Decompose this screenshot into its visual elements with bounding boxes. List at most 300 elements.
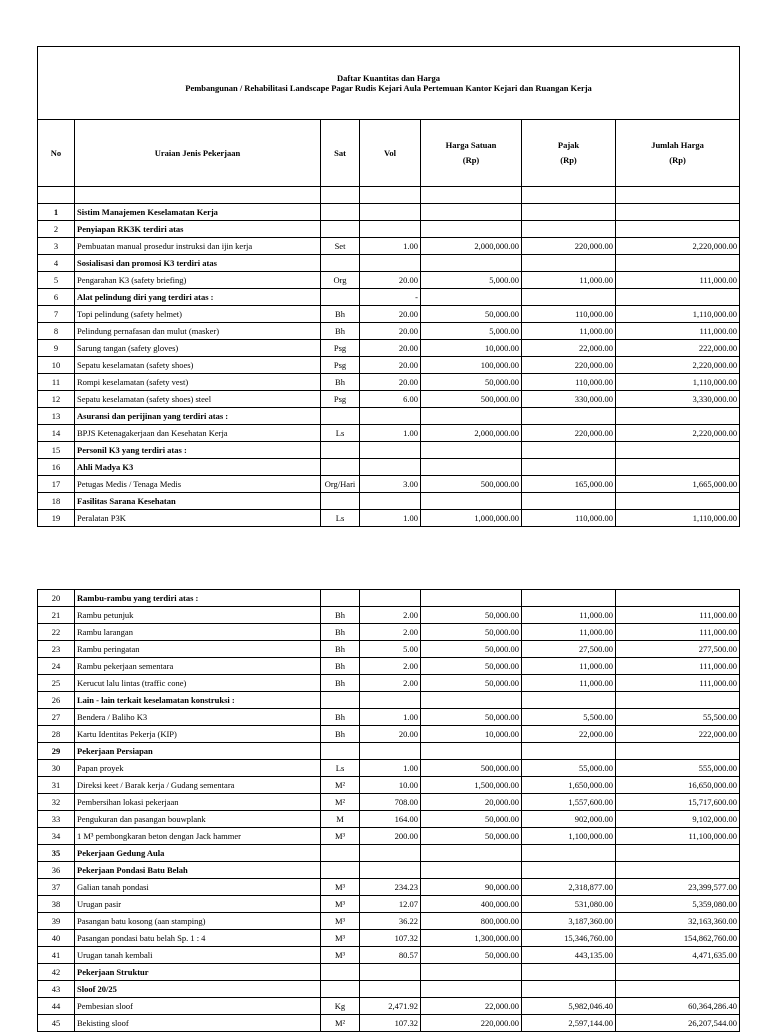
header-vol: Vol — [360, 120, 421, 187]
row-unit-price: 50,000.00 — [421, 624, 522, 641]
header-pajak-line2: (Rp) — [560, 155, 577, 165]
row-total: 2,220,000.00 — [616, 357, 740, 374]
row-description: Pekerjaan Struktur — [75, 964, 321, 981]
row-volume: 5.00 — [360, 641, 421, 658]
table-row — [38, 1015, 740, 1032]
row-description: Rambu peringatan — [75, 641, 321, 658]
row-no: 24 — [38, 658, 75, 675]
table-row — [38, 777, 740, 794]
row-no: 14 — [38, 425, 75, 442]
row-total — [616, 845, 740, 862]
table-row — [38, 510, 740, 527]
header-pajak — [522, 120, 616, 187]
row-description: 1 M³ pembongkaran beton dengan Jack hammer — [75, 828, 321, 845]
row-unit — [321, 692, 360, 709]
row-no: 2 — [38, 221, 75, 238]
row-volume: 2.00 — [360, 624, 421, 641]
row-volume: 20.00 — [360, 726, 421, 743]
row-volume: 20.00 — [360, 272, 421, 289]
row-total — [616, 408, 740, 425]
row-total: 154,862,760.00 — [616, 930, 740, 947]
row-total: 2,220,000.00 — [616, 238, 740, 255]
row-tax: 1,100,000.00 — [522, 828, 616, 845]
table-row — [38, 896, 740, 913]
row-no: 42 — [38, 964, 75, 981]
row-unit — [321, 964, 360, 981]
row-total: 3,330,000.00 — [616, 391, 740, 408]
row-unit: Bh — [321, 374, 360, 391]
row-description: Pekerjaan Persiapan — [75, 743, 321, 760]
table-row — [38, 238, 740, 255]
row-description: Pekerjaan Pondasi Batu Belah — [75, 862, 321, 879]
table-row — [38, 930, 740, 947]
row-tax — [522, 442, 616, 459]
row-unit-price: 10,000.00 — [421, 726, 522, 743]
row-volume: 234.23 — [360, 879, 421, 896]
row-unit-price: 90,000.00 — [421, 879, 522, 896]
row-no: 19 — [38, 510, 75, 527]
row-volume: 2.00 — [360, 607, 421, 624]
row-total: 9,102,000.00 — [616, 811, 740, 828]
row-unit-price: 50,000.00 — [421, 828, 522, 845]
table-row — [38, 323, 740, 340]
row-no: 22 — [38, 624, 75, 641]
row-volume: 2.00 — [360, 675, 421, 692]
row-tax: 443,135.00 — [522, 947, 616, 964]
row-description: Urugan pasir — [75, 896, 321, 913]
row-unit: Bh — [321, 726, 360, 743]
row-no: 30 — [38, 760, 75, 777]
header-harga-line1: Harga Satuan — [445, 140, 497, 150]
table-page-1 — [37, 46, 740, 527]
header-no: No — [38, 120, 75, 187]
row-tax: 3,187,360.00 — [522, 913, 616, 930]
row-no: 41 — [38, 947, 75, 964]
header-pajak-line1: Pajak — [557, 140, 580, 150]
table-row — [38, 255, 740, 272]
row-description: Sloof 20/25 — [75, 981, 321, 998]
row-no: 45 — [38, 1015, 75, 1032]
row-volume — [360, 964, 421, 981]
row-unit: Bh — [321, 675, 360, 692]
row-total: 2,220,000.00 — [616, 425, 740, 442]
row-total: 16,650,000.00 — [616, 777, 740, 794]
row-total: 1,110,000.00 — [616, 374, 740, 391]
row-no: 10 — [38, 357, 75, 374]
row-unit-price — [421, 289, 522, 306]
row-total: 15,717,600.00 — [616, 794, 740, 811]
row-unit-price: 22,000.00 — [421, 998, 522, 1015]
header-harga-line2: (Rp) — [462, 155, 480, 165]
row-unit: Ls — [321, 425, 360, 442]
row-no: 20 — [38, 590, 75, 607]
table-row — [38, 306, 740, 323]
row-no: 36 — [38, 862, 75, 879]
row-description: BPJS Ketenagakerjaan dan Kesehatan Kerja — [75, 425, 321, 442]
row-unit: Bh — [321, 306, 360, 323]
row-volume: 6.00 — [360, 391, 421, 408]
table-row — [38, 760, 740, 777]
row-tax — [522, 204, 616, 221]
row-unit-price — [421, 862, 522, 879]
row-unit: M — [321, 811, 360, 828]
header-jumlah-line2: (Rp) — [669, 155, 686, 165]
row-no: 3 — [38, 238, 75, 255]
row-unit — [321, 845, 360, 862]
row-no: 6 — [38, 289, 75, 306]
row-total — [616, 289, 740, 306]
table-row — [38, 641, 740, 658]
row-unit: Bh — [321, 709, 360, 726]
row-total: 111,000.00 — [616, 675, 740, 692]
row-volume — [360, 255, 421, 272]
row-description: Pengukuran dan pasangan bouwplank — [75, 811, 321, 828]
row-tax: 220,000.00 — [522, 357, 616, 374]
row-unit-price — [421, 590, 522, 607]
row-unit: M³ — [321, 913, 360, 930]
row-unit: M³ — [321, 828, 360, 845]
row-no: 33 — [38, 811, 75, 828]
table-row — [38, 964, 740, 981]
row-tax: 330,000.00 — [522, 391, 616, 408]
row-volume: 20.00 — [360, 357, 421, 374]
row-unit — [321, 204, 360, 221]
row-volume: 80.57 — [360, 947, 421, 964]
row-description: Rambu-rambu yang terdiri atas : — [75, 590, 321, 607]
row-total — [616, 493, 740, 510]
row-unit — [321, 408, 360, 425]
row-description: Fasilitas Sarana Kesehatan — [75, 493, 321, 510]
row-tax — [522, 692, 616, 709]
row-no: 43 — [38, 981, 75, 998]
row-no: 26 — [38, 692, 75, 709]
row-volume: 3.00 — [360, 476, 421, 493]
table-row — [38, 590, 740, 607]
table-row — [38, 981, 740, 998]
row-unit-price: 20,000.00 — [421, 794, 522, 811]
row-volume: 36.22 — [360, 913, 421, 930]
row-unit-price — [421, 459, 522, 476]
row-tax — [522, 408, 616, 425]
row-tax: 110,000.00 — [522, 510, 616, 527]
row-total: 222,000.00 — [616, 340, 740, 357]
row-total — [616, 255, 740, 272]
header-jumlah-line1: Jumlah Harga — [651, 140, 704, 150]
row-unit-price: 10,000.00 — [421, 340, 522, 357]
row-tax: 110,000.00 — [522, 374, 616, 391]
table-row — [38, 726, 740, 743]
row-tax: 1,650,000.00 — [522, 777, 616, 794]
row-description: Kerucut lalu lintas (traffic cone) — [75, 675, 321, 692]
row-volume — [360, 981, 421, 998]
row-unit-price: 220,000.00 — [421, 1015, 522, 1032]
row-unit: M³ — [321, 930, 360, 947]
row-unit-price: 100,000.00 — [421, 357, 522, 374]
title-line-2: Pembangunan / Rehabilitasi Landscape Pagar Rudis Kejari Aula Pertemuan Kantor Kejari dan Ruangan Kerja — [185, 83, 592, 93]
row-unit-price: 5,000.00 — [421, 323, 522, 340]
row-unit-price: 500,000.00 — [421, 391, 522, 408]
row-volume: 20.00 — [360, 374, 421, 391]
row-tax: 165,000.00 — [522, 476, 616, 493]
table-1-body — [38, 204, 740, 527]
row-unit — [321, 862, 360, 879]
row-total: 26,207,544.00 — [616, 1015, 740, 1032]
table-row — [38, 658, 740, 675]
row-tax — [522, 255, 616, 272]
row-unit: M² — [321, 794, 360, 811]
row-description: Lain - lain terkait keselamatan konstruksi : — [75, 692, 321, 709]
document-title — [38, 47, 740, 120]
row-tax — [522, 981, 616, 998]
row-volume — [360, 442, 421, 459]
row-total: 23,399,577.00 — [616, 879, 740, 896]
row-volume — [360, 493, 421, 510]
row-unit-price: 800,000.00 — [421, 913, 522, 930]
row-description: Rambu petunjuk — [75, 607, 321, 624]
row-unit-price: 1,000,000.00 — [421, 510, 522, 527]
row-tax — [522, 459, 616, 476]
row-unit-price: 1,500,000.00 — [421, 777, 522, 794]
row-total: 1,110,000.00 — [616, 510, 740, 527]
row-volume: 20.00 — [360, 306, 421, 323]
row-tax: 55,000.00 — [522, 760, 616, 777]
row-no: 18 — [38, 493, 75, 510]
row-volume: 20.00 — [360, 340, 421, 357]
row-total: 1,665,000.00 — [616, 476, 740, 493]
row-unit: M³ — [321, 879, 360, 896]
row-no: 28 — [38, 726, 75, 743]
row-unit: Ls — [321, 510, 360, 527]
row-no: 31 — [38, 777, 75, 794]
row-tax: 110,000.00 — [522, 306, 616, 323]
row-no: 11 — [38, 374, 75, 391]
row-tax: 2,597,144.00 — [522, 1015, 616, 1032]
row-unit: Kg — [321, 998, 360, 1015]
row-no: 35 — [38, 845, 75, 862]
table-row — [38, 374, 740, 391]
table-row — [38, 221, 740, 238]
row-unit-price — [421, 493, 522, 510]
row-unit-price — [421, 845, 522, 862]
row-tax: 11,000.00 — [522, 607, 616, 624]
row-no: 44 — [38, 998, 75, 1015]
row-description: Sepatu keselamatan (safety shoes) — [75, 357, 321, 374]
table-page-2 — [37, 589, 740, 1032]
row-unit-price: 2,000,000.00 — [421, 238, 522, 255]
row-description: Sistim Manajemen Keselamatan Kerja — [75, 204, 321, 221]
table-row — [38, 289, 740, 306]
row-unit — [321, 289, 360, 306]
row-unit-price: 50,000.00 — [421, 658, 522, 675]
table-row — [38, 493, 740, 510]
row-total — [616, 743, 740, 760]
row-description: Bekisting sloof — [75, 1015, 321, 1032]
row-description: Sosialisasi dan promosi K3 terdiri atas — [75, 255, 321, 272]
row-description: Bendera / Baliho K3 — [75, 709, 321, 726]
row-unit — [321, 493, 360, 510]
row-unit-price: 50,000.00 — [421, 709, 522, 726]
row-no: 32 — [38, 794, 75, 811]
row-tax: 2,318,877.00 — [522, 879, 616, 896]
row-total — [616, 459, 740, 476]
row-description: Pasangan pondasi batu belah Sp. 1 : 4 — [75, 930, 321, 947]
row-description: Rambu pekerjaan sementara — [75, 658, 321, 675]
row-description: Peralatan P3K — [75, 510, 321, 527]
header-sat: Sat — [321, 120, 360, 187]
row-description: Asuransi dan perijinan yang terdiri atas : — [75, 408, 321, 425]
row-total: 111,000.00 — [616, 658, 740, 675]
row-no: 40 — [38, 930, 75, 947]
row-no: 16 — [38, 459, 75, 476]
row-volume: 1.00 — [360, 425, 421, 442]
table-row — [38, 692, 740, 709]
table-row — [38, 204, 740, 221]
row-volume: 10.00 — [360, 777, 421, 794]
header-harga — [421, 120, 522, 187]
table-row — [38, 442, 740, 459]
row-volume — [360, 845, 421, 862]
row-unit: Bh — [321, 323, 360, 340]
row-total — [616, 692, 740, 709]
row-description: Pengarahan K3 (safety briefing) — [75, 272, 321, 289]
row-total: 222,000.00 — [616, 726, 740, 743]
row-tax — [522, 743, 616, 760]
row-description: Pelindung pernafasan dan mulut (masker) — [75, 323, 321, 340]
table-row — [38, 425, 740, 442]
row-total: 277,500.00 — [616, 641, 740, 658]
row-unit-price — [421, 692, 522, 709]
row-tax: 11,000.00 — [522, 323, 616, 340]
row-volume: 1.00 — [360, 510, 421, 527]
table-row — [38, 459, 740, 476]
row-description: Topi pelindung (safety helmet) — [75, 306, 321, 323]
row-volume: 1.00 — [360, 709, 421, 726]
row-description: Pasangan batu kosong (aan stamping) — [75, 913, 321, 930]
row-unit-price: 50,000.00 — [421, 374, 522, 391]
row-tax — [522, 221, 616, 238]
row-no: 27 — [38, 709, 75, 726]
row-tax: 220,000.00 — [522, 425, 616, 442]
table-row — [38, 357, 740, 374]
table-row — [38, 340, 740, 357]
title-line-1: Daftar Kuantitas dan Harga — [337, 73, 441, 83]
row-unit — [321, 459, 360, 476]
table-row — [38, 709, 740, 726]
header-uraian: Uraian Jenis Pekerjaan — [75, 120, 321, 187]
row-description: Petugas Medis / Tenaga Medis — [75, 476, 321, 493]
row-volume — [360, 692, 421, 709]
row-total — [616, 221, 740, 238]
row-unit: Ls — [321, 760, 360, 777]
row-unit-price — [421, 221, 522, 238]
row-description: Galian tanah pondasi — [75, 879, 321, 896]
row-tax: 11,000.00 — [522, 658, 616, 675]
header-row — [38, 120, 740, 187]
row-total: 111,000.00 — [616, 323, 740, 340]
header-jumlah — [616, 120, 740, 187]
row-total — [616, 204, 740, 221]
row-total — [616, 442, 740, 459]
row-description: Alat pelindung diri yang terdiri atas : — [75, 289, 321, 306]
table-row — [38, 845, 740, 862]
table-row — [38, 913, 740, 930]
row-total: 111,000.00 — [616, 607, 740, 624]
row-unit-price: 50,000.00 — [421, 641, 522, 658]
row-tax: 5,500.00 — [522, 709, 616, 726]
row-total: 4,471,635.00 — [616, 947, 740, 964]
row-description: Pekerjaan Gedung Aula — [75, 845, 321, 862]
row-volume — [360, 204, 421, 221]
row-description: Papan proyek — [75, 760, 321, 777]
row-unit-price: 500,000.00 — [421, 476, 522, 493]
row-unit — [321, 590, 360, 607]
row-total: 11,100,000.00 — [616, 828, 740, 845]
row-unit — [321, 255, 360, 272]
row-total: 111,000.00 — [616, 272, 740, 289]
row-description: Kartu Identitas Pekerja (KIP) — [75, 726, 321, 743]
row-description: Rompi keselamatan (safety vest) — [75, 374, 321, 391]
row-total: 555,000.00 — [616, 760, 740, 777]
row-total — [616, 590, 740, 607]
row-description: Direksi keet / Barak kerja / Gudang sementara — [75, 777, 321, 794]
row-volume: 20.00 — [360, 323, 421, 340]
row-no: 39 — [38, 913, 75, 930]
row-unit: Psg — [321, 340, 360, 357]
row-volume: 2,471.92 — [360, 998, 421, 1015]
row-unit-price: 50,000.00 — [421, 947, 522, 964]
row-tax: 27,500.00 — [522, 641, 616, 658]
row-tax: 1,557,600.00 — [522, 794, 616, 811]
row-no: 17 — [38, 476, 75, 493]
row-description: Pembersihan lokasi pekerjaan — [75, 794, 321, 811]
row-volume — [360, 459, 421, 476]
row-unit — [321, 981, 360, 998]
row-no: 37 — [38, 879, 75, 896]
row-tax: 22,000.00 — [522, 726, 616, 743]
row-no: 13 — [38, 408, 75, 425]
table-2-body — [38, 590, 740, 1032]
row-volume: 200.00 — [360, 828, 421, 845]
table-row — [38, 391, 740, 408]
table-row — [38, 998, 740, 1015]
row-no: 9 — [38, 340, 75, 357]
row-volume — [360, 590, 421, 607]
row-total: 1,110,000.00 — [616, 306, 740, 323]
row-volume: 2.00 — [360, 658, 421, 675]
row-unit: M² — [321, 777, 360, 794]
row-description: Sepatu keselamatan (safety shoes) steel — [75, 391, 321, 408]
row-total: 60,364,286.40 — [616, 998, 740, 1015]
table-row — [38, 811, 740, 828]
row-volume: 1.00 — [360, 238, 421, 255]
row-no: 4 — [38, 255, 75, 272]
table-row — [38, 794, 740, 811]
table-row — [38, 607, 740, 624]
row-volume — [360, 408, 421, 425]
row-unit: M² — [321, 1015, 360, 1032]
row-volume: 107.32 — [360, 1015, 421, 1032]
row-no: 15 — [38, 442, 75, 459]
table-row — [38, 879, 740, 896]
row-volume: 164.00 — [360, 811, 421, 828]
row-tax — [522, 590, 616, 607]
row-tax — [522, 964, 616, 981]
table-row — [38, 828, 740, 845]
row-unit-price — [421, 743, 522, 760]
row-no: 21 — [38, 607, 75, 624]
table-row — [38, 476, 740, 493]
row-unit: Set — [321, 238, 360, 255]
